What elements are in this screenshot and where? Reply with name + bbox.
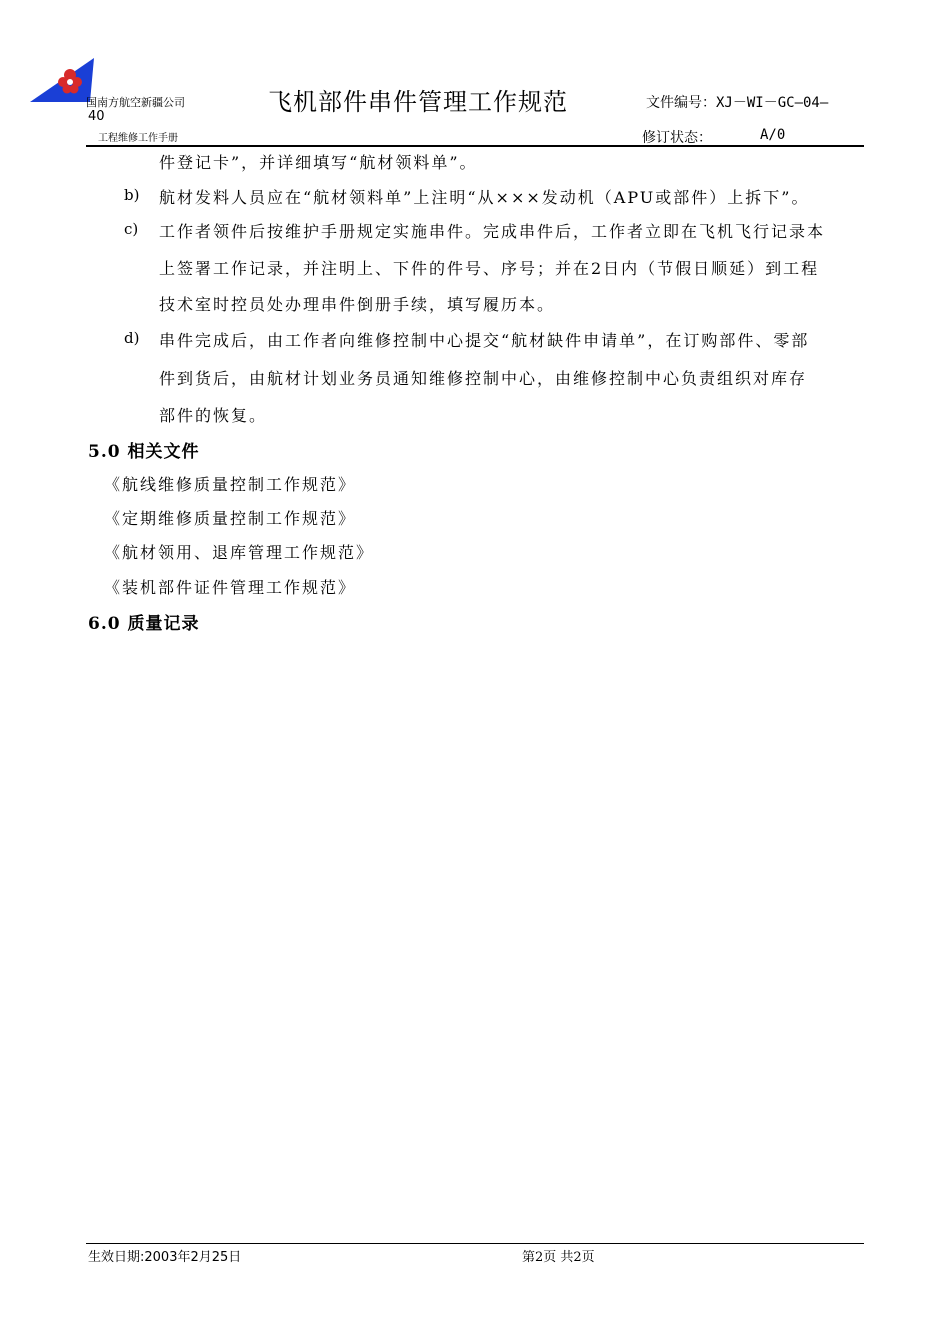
item-d-line-1: 串件完成后，由工作者向维修控制中心提交“航材缺件申请单”，在订购部件、零部 [159,331,810,350]
effective-date: 生效日期:2003年2月25日 [88,1250,242,1265]
document-title: 飞机部件串件管理工作规范 [268,88,568,116]
document-number: 文件编号：XJ－WI－GC—04— [646,95,829,111]
revision-label: 修订状态： [642,130,712,146]
manual-name: 工程维修工作手册 [98,133,178,144]
item-d-line-2: 件到货后，由航材计划业务员通知维修控制中心，由维修控制中心负责组织对库存 [159,369,808,388]
related-document: 《定期维修质量控制工作规范》 [104,509,357,528]
section-6-heading: 6.0 质量记录 [88,614,200,634]
list-marker-d: d) [124,329,140,347]
item-c-line-1: 工作者领件后按维护手册规定实施串件。完成串件后，工作者立即在飞机飞行记录本 [159,222,826,241]
related-document: 《装机部件证件管理工作规范》 [104,578,357,597]
document-number-suffix: 40 [88,109,105,124]
related-document: 《航材领用、退库管理工作规范》 [104,543,375,562]
revision-value: A/0 [760,127,786,143]
footer-divider [86,1243,864,1244]
item-c-line-3: 技术室时控员处办理串件倒册手续，填写履历本。 [159,295,556,314]
item-c-line-2: 上签署工作记录，并注明上、下件的件号、序号；并在2日内（节假日顺延）到工程 [159,259,820,278]
page-number: 第2页 共2页 [522,1250,595,1265]
related-document: 《航线维修质量控制工作规范》 [104,475,357,494]
item-b-line-1: 航材发料人员应在“航材领料单”上注明“从×××发动机（APU或部件）上拆下”。 [159,188,810,207]
section-5-heading: 5.0 相关文件 [88,442,200,462]
list-marker-b: b) [124,186,140,204]
company-name: 国南方航空新疆公司 [86,96,185,109]
item-d-line-3: 部件的恢复。 [159,406,268,425]
continued-text-line: 件登记卡”，并详细填写“航材领料单”。 [159,153,478,172]
header-divider [86,145,864,147]
list-marker-c: c) [124,220,139,238]
